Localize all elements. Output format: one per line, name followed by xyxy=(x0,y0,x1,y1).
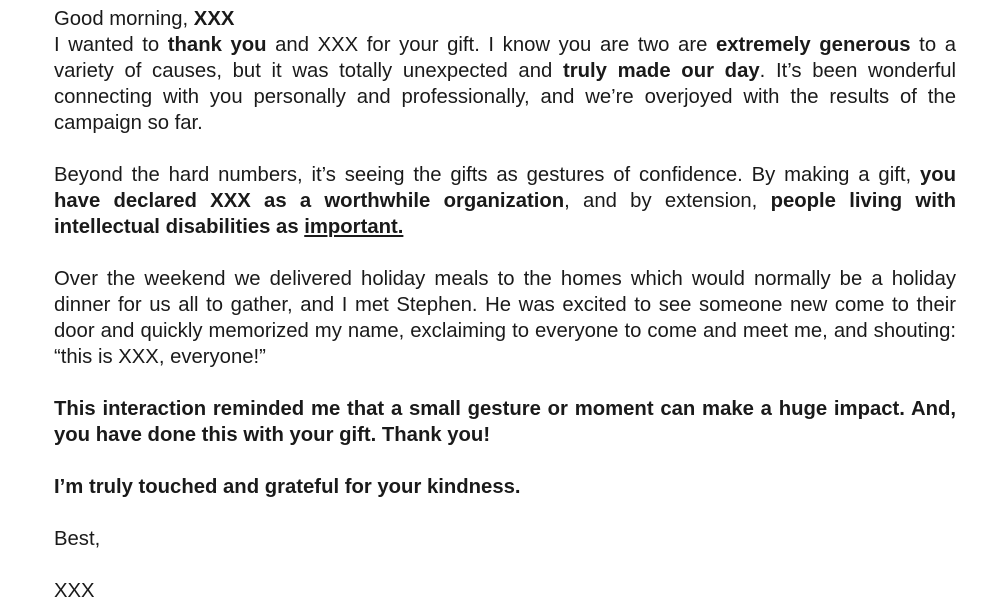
p2-underlined-important: important. xyxy=(304,216,404,238)
recipient-name: XXX xyxy=(193,8,235,30)
paragraph-gratitude xyxy=(54,474,956,500)
p1-text-1: I wanted to xyxy=(54,34,168,56)
p5-bold: I’m truly touched and grateful for your kindness. xyxy=(54,476,521,498)
greeting-text: Good morning, xyxy=(54,8,194,30)
p1-bold-3: truly made our day xyxy=(562,60,760,82)
paragraph-confidence xyxy=(54,162,956,240)
p1-bold-2: extremely generous xyxy=(715,34,911,56)
p2-bold-1: you have declared XXX as a worthwhile organization xyxy=(54,164,956,212)
p1-text-4: . It’s been wonderful connecting with you personally and professionally, and we’re overjoyed with the results of the campaign so far. xyxy=(54,60,956,134)
p2-text-1: Beyond the hard numbers, it’s seeing the gifts as gestures of confidence. By making a gift, xyxy=(54,164,920,186)
p1-bold-1: thank you xyxy=(167,34,267,56)
p4-bold: This interaction reminded me that a small gesture or moment can make a huge impact. And, you have done this with your gift. Thank you! xyxy=(54,398,956,446)
paragraph-impact xyxy=(54,396,956,448)
letter-body xyxy=(54,6,956,604)
p1-text-2: and XXX for your gift. I know you are two are xyxy=(266,34,716,56)
closing: Best, xyxy=(54,528,101,550)
paragraph-stephen-story: Over the weekend we delivered holiday meals to the homes which would normally be a holiday dinner for us all to gather, and I met Stephen. He was excited to see someone new come to their door and quickly memorized my name, exclaiming to everyone to come and meet me, and shouting: “this is XXX, everyone!” xyxy=(54,268,956,368)
paragraph-thank-you xyxy=(54,32,956,136)
signature: XXX xyxy=(54,580,95,602)
p2-text-2: , and by extension, xyxy=(564,190,771,212)
greeting xyxy=(54,6,956,32)
p2-bold-2: people living with intellectual disabilities as xyxy=(54,190,956,238)
p1-text-3: to a variety of causes, but it was totally unexpected and xyxy=(54,34,956,82)
